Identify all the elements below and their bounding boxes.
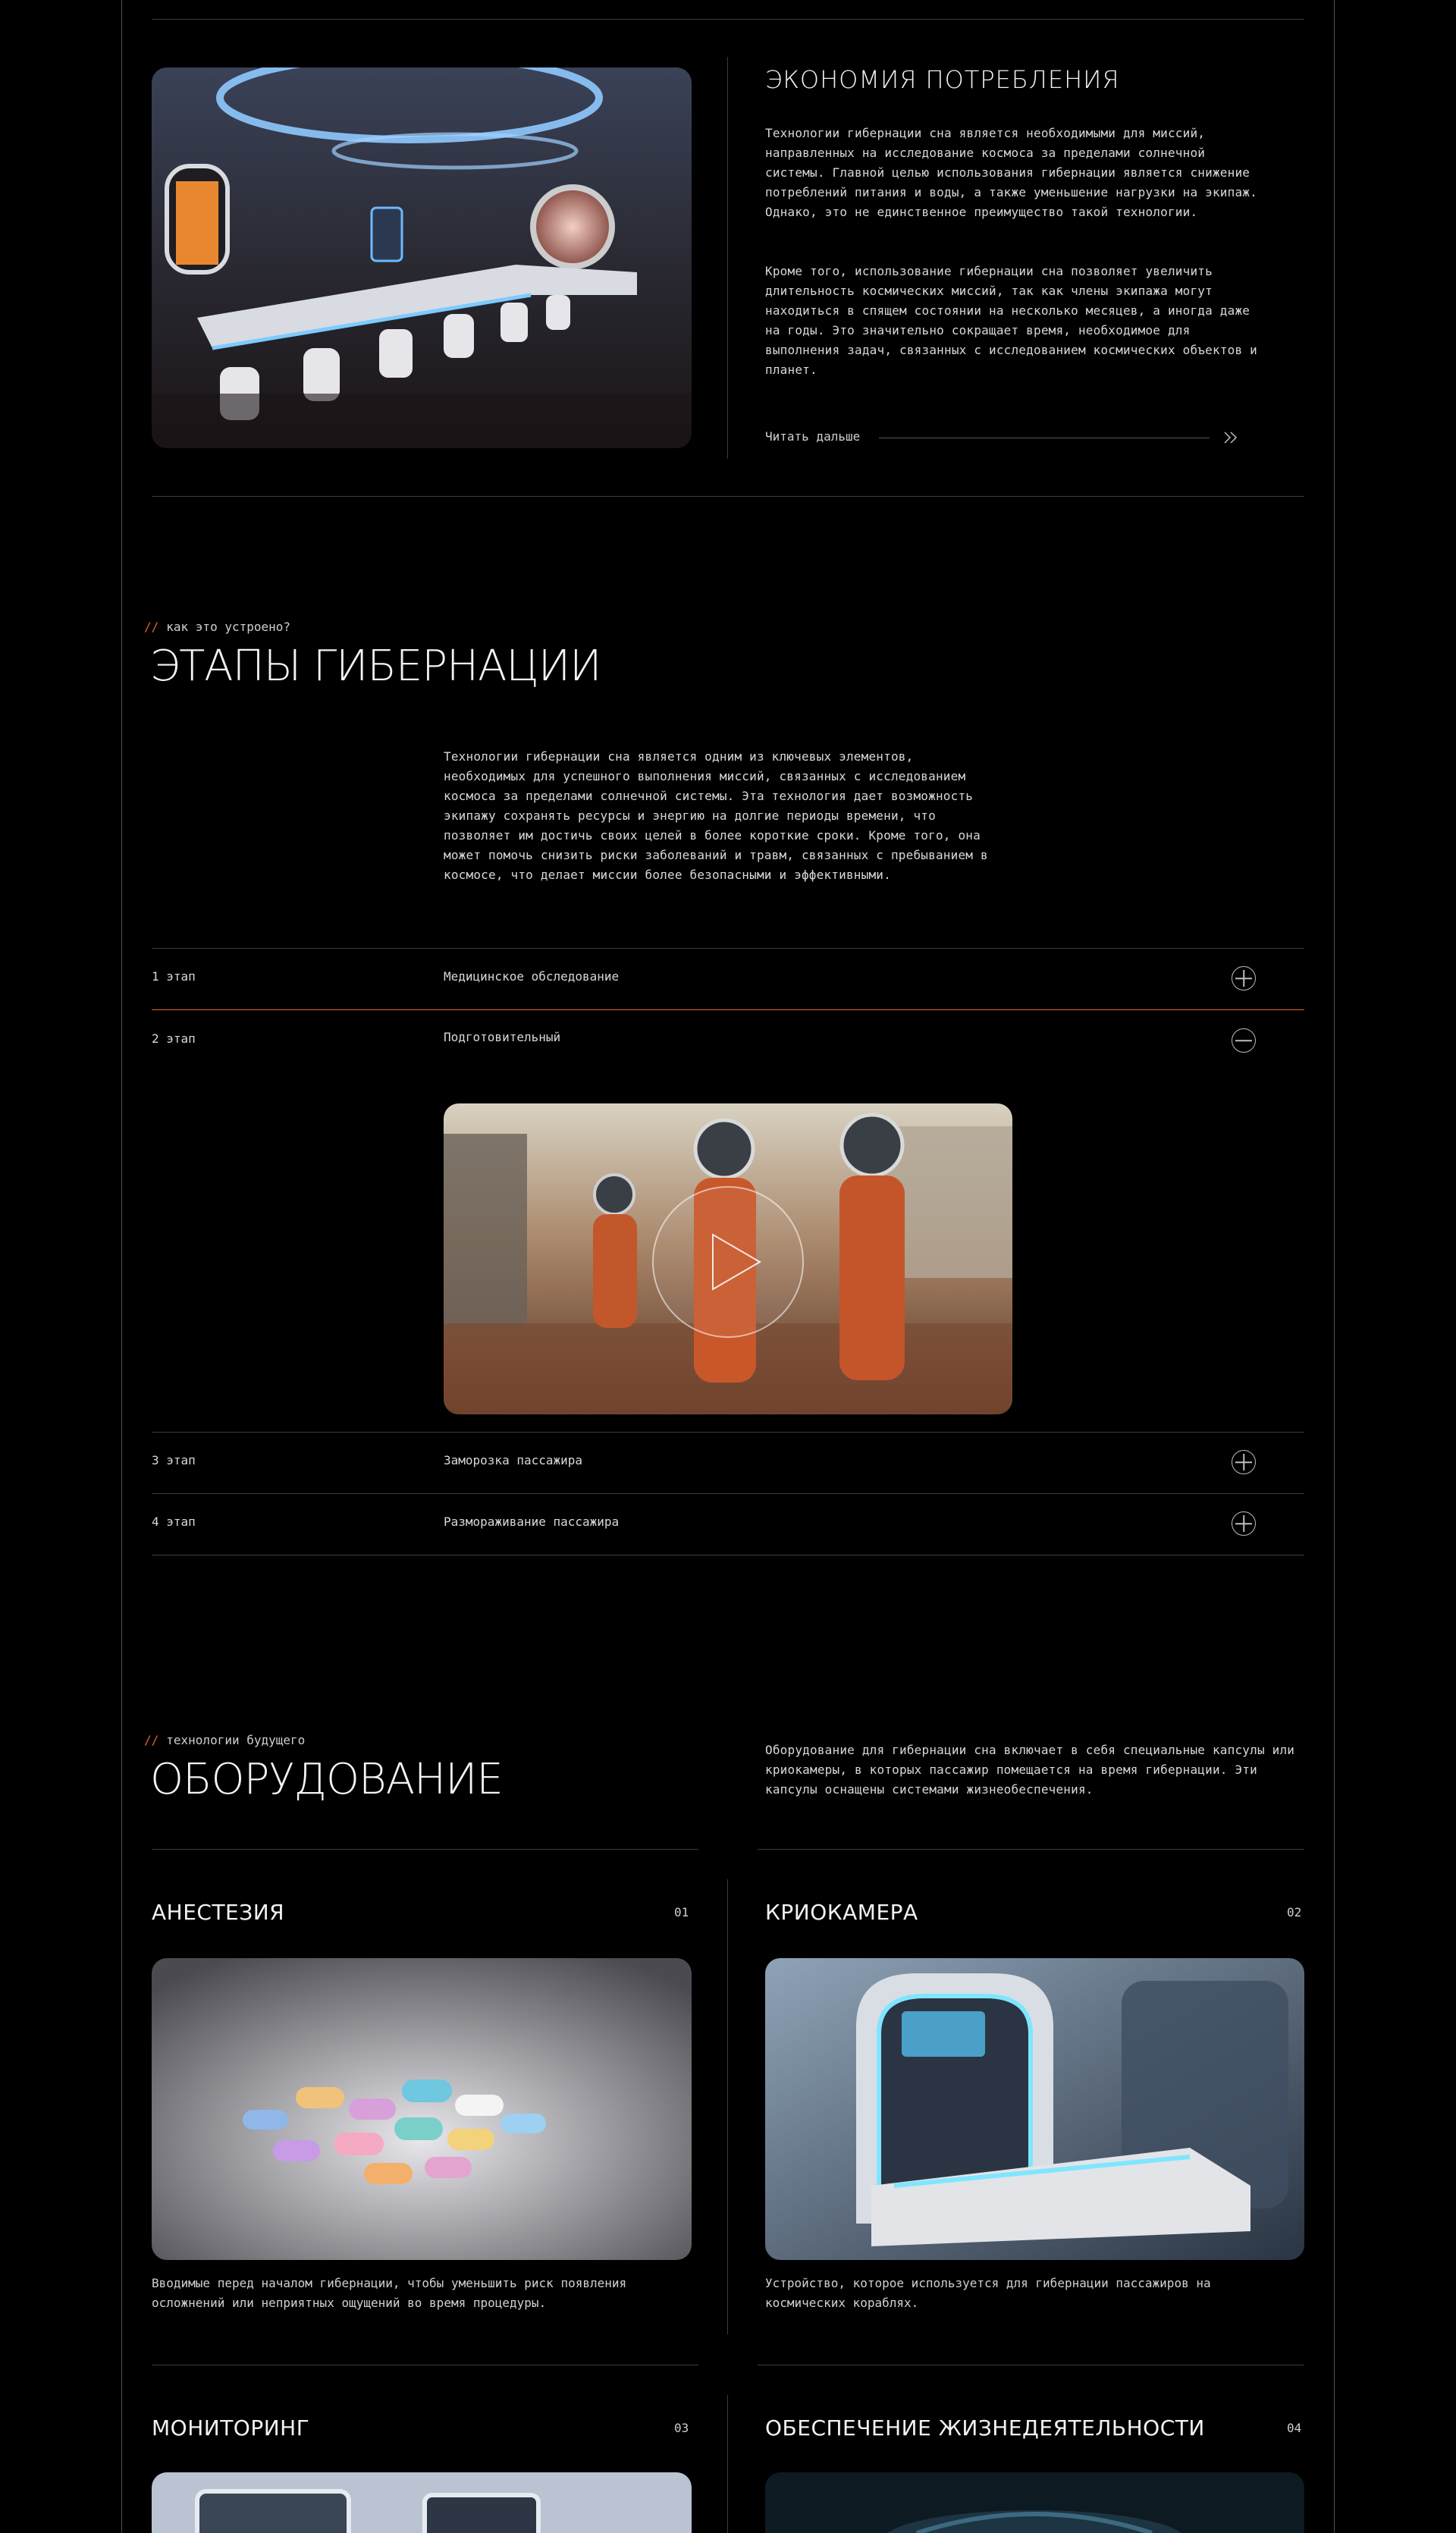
- pills-image: [152, 1958, 692, 2260]
- stage-number: 1 этап: [152, 969, 196, 984]
- card-title-monitoring: МОНИТОРИНГ: [152, 2415, 310, 2440]
- stage-number: 4 этап: [152, 1514, 196, 1529]
- stage-name: Заморозка пассажира: [444, 1453, 583, 1467]
- stage-name: Размораживание пассажира: [444, 1514, 620, 1529]
- card-number: 01: [674, 1905, 689, 1919]
- economy-title: ЭКОНОМИЯ ПОТРЕБЛЕНИЯ: [765, 65, 1120, 94]
- minus-circle-icon[interactable]: [1232, 1028, 1256, 1053]
- card-description: Устройство, которое используется для гибернации пассажиров на космических кораблях.: [765, 2276, 1211, 2310]
- stages-title: ЭТАПЫ ГИБЕРНАЦИИ: [150, 642, 601, 691]
- divider: [152, 1849, 698, 1850]
- stages-kicker: // как это устроено?: [144, 620, 291, 634]
- plus-circle-icon[interactable]: [1232, 1450, 1256, 1474]
- economy-paragraph-2: Кроме того, использование гибернации сна позволяет увеличить длительность космических миссий, так как члены экипажа могут находиться в спящем состоянии на несколько месяцев, а иногда даже на годы. Это значительно сокращает время, необходимое для выполнения задач, связанных с исследованием космических объектов и планет.: [765, 264, 1257, 377]
- economy-paragraph-1: Технологии гибернации сна является необходимыми для миссий, направленных на исследование космоса за пределами солнечной системы. Главной целью использования гибернации является снижение потреблений питания и воды, а также уменьшение нагрузки на экипаж. Однако, это не единственное преимущество такой технологии.: [765, 126, 1257, 219]
- spaceship-bar-image: [152, 67, 692, 448]
- accordion-item-4[interactable]: [152, 1493, 1304, 1554]
- divider: [152, 496, 1304, 497]
- accordion-item-3[interactable]: [152, 1432, 1304, 1492]
- divider: [758, 1849, 1304, 1850]
- card-title-anesthesia: АНЕСТЕЗИЯ: [152, 1900, 285, 1925]
- vertical-divider: [727, 57, 728, 459]
- equipment-kicker: // технологии будущего: [144, 1733, 306, 1747]
- plus-circle-icon[interactable]: [1232, 966, 1256, 990]
- life-support-image: [765, 2472, 1304, 2533]
- cryochamber-image: [765, 1958, 1304, 2260]
- vertical-divider: [727, 2395, 728, 2533]
- stage-name: Подготовительный: [444, 1030, 561, 1044]
- card-number: 04: [1287, 2421, 1302, 2435]
- stage-name: Медицинское обследование: [444, 969, 620, 984]
- frame-right-line: [1334, 0, 1335, 2533]
- card-title-cryochamber: КРИОКАМЕРА: [765, 1900, 918, 1925]
- card-number: 03: [674, 2421, 689, 2435]
- card-description: Вводимые перед началом гибернации, чтобы уменьшить риск появления осложнений или неприятных ощущений во время процедуры.: [152, 2276, 627, 2310]
- divider: [152, 19, 1304, 20]
- play-icon: [654, 1188, 802, 1336]
- plus-circle-icon[interactable]: [1232, 1511, 1256, 1536]
- frame-left-line: [121, 0, 122, 2533]
- read-more-link[interactable]: [765, 426, 1243, 449]
- monitoring-image: [152, 2472, 692, 2533]
- double-chevron-right-icon: [1220, 426, 1243, 449]
- stage-number: 2 этап: [152, 1031, 196, 1046]
- play-button[interactable]: [652, 1186, 804, 1338]
- stage-number: 3 этап: [152, 1453, 196, 1467]
- equipment-intro: Оборудование для гибернации сна включает в себя специальные капсулы или криокамеры, в которых пассажир помещается на время гибернации. Эти капсулы оснащены системами жизнеобеспечения.: [765, 1743, 1295, 1797]
- accordion-item-1[interactable]: [152, 948, 1304, 1009]
- accordion-item-2[interactable]: [152, 1010, 1304, 1071]
- stages-intro: Технологии гибернации сна является одним из ключевых элементов, необходимых для успешного выполнения миссий, связанных с исследованием космоса за пределами солнечной системы. Эта технология дает возможность экипажу сохранять ресурсы и энергию на долгие периоды времени, что позволяет им достичь своих целей в более короткие сроки. Кроме того, она может помочь снизить риски заболеваний и травм, связанных с пребыванием в космосе, что делает миссии более безопасными и эффективными.: [444, 749, 988, 882]
- vertical-divider: [727, 1879, 728, 2334]
- card-number: 02: [1287, 1905, 1302, 1919]
- equipment-title: ОБОРУДОВАНИЕ: [150, 1755, 503, 1804]
- card-title-life-support: ОБЕСПЕЧЕНИЕ ЖИЗНЕДЕЯТЕЛЬНОСТИ: [765, 2415, 1205, 2440]
- read-more-label: Читать дальше: [765, 429, 861, 444]
